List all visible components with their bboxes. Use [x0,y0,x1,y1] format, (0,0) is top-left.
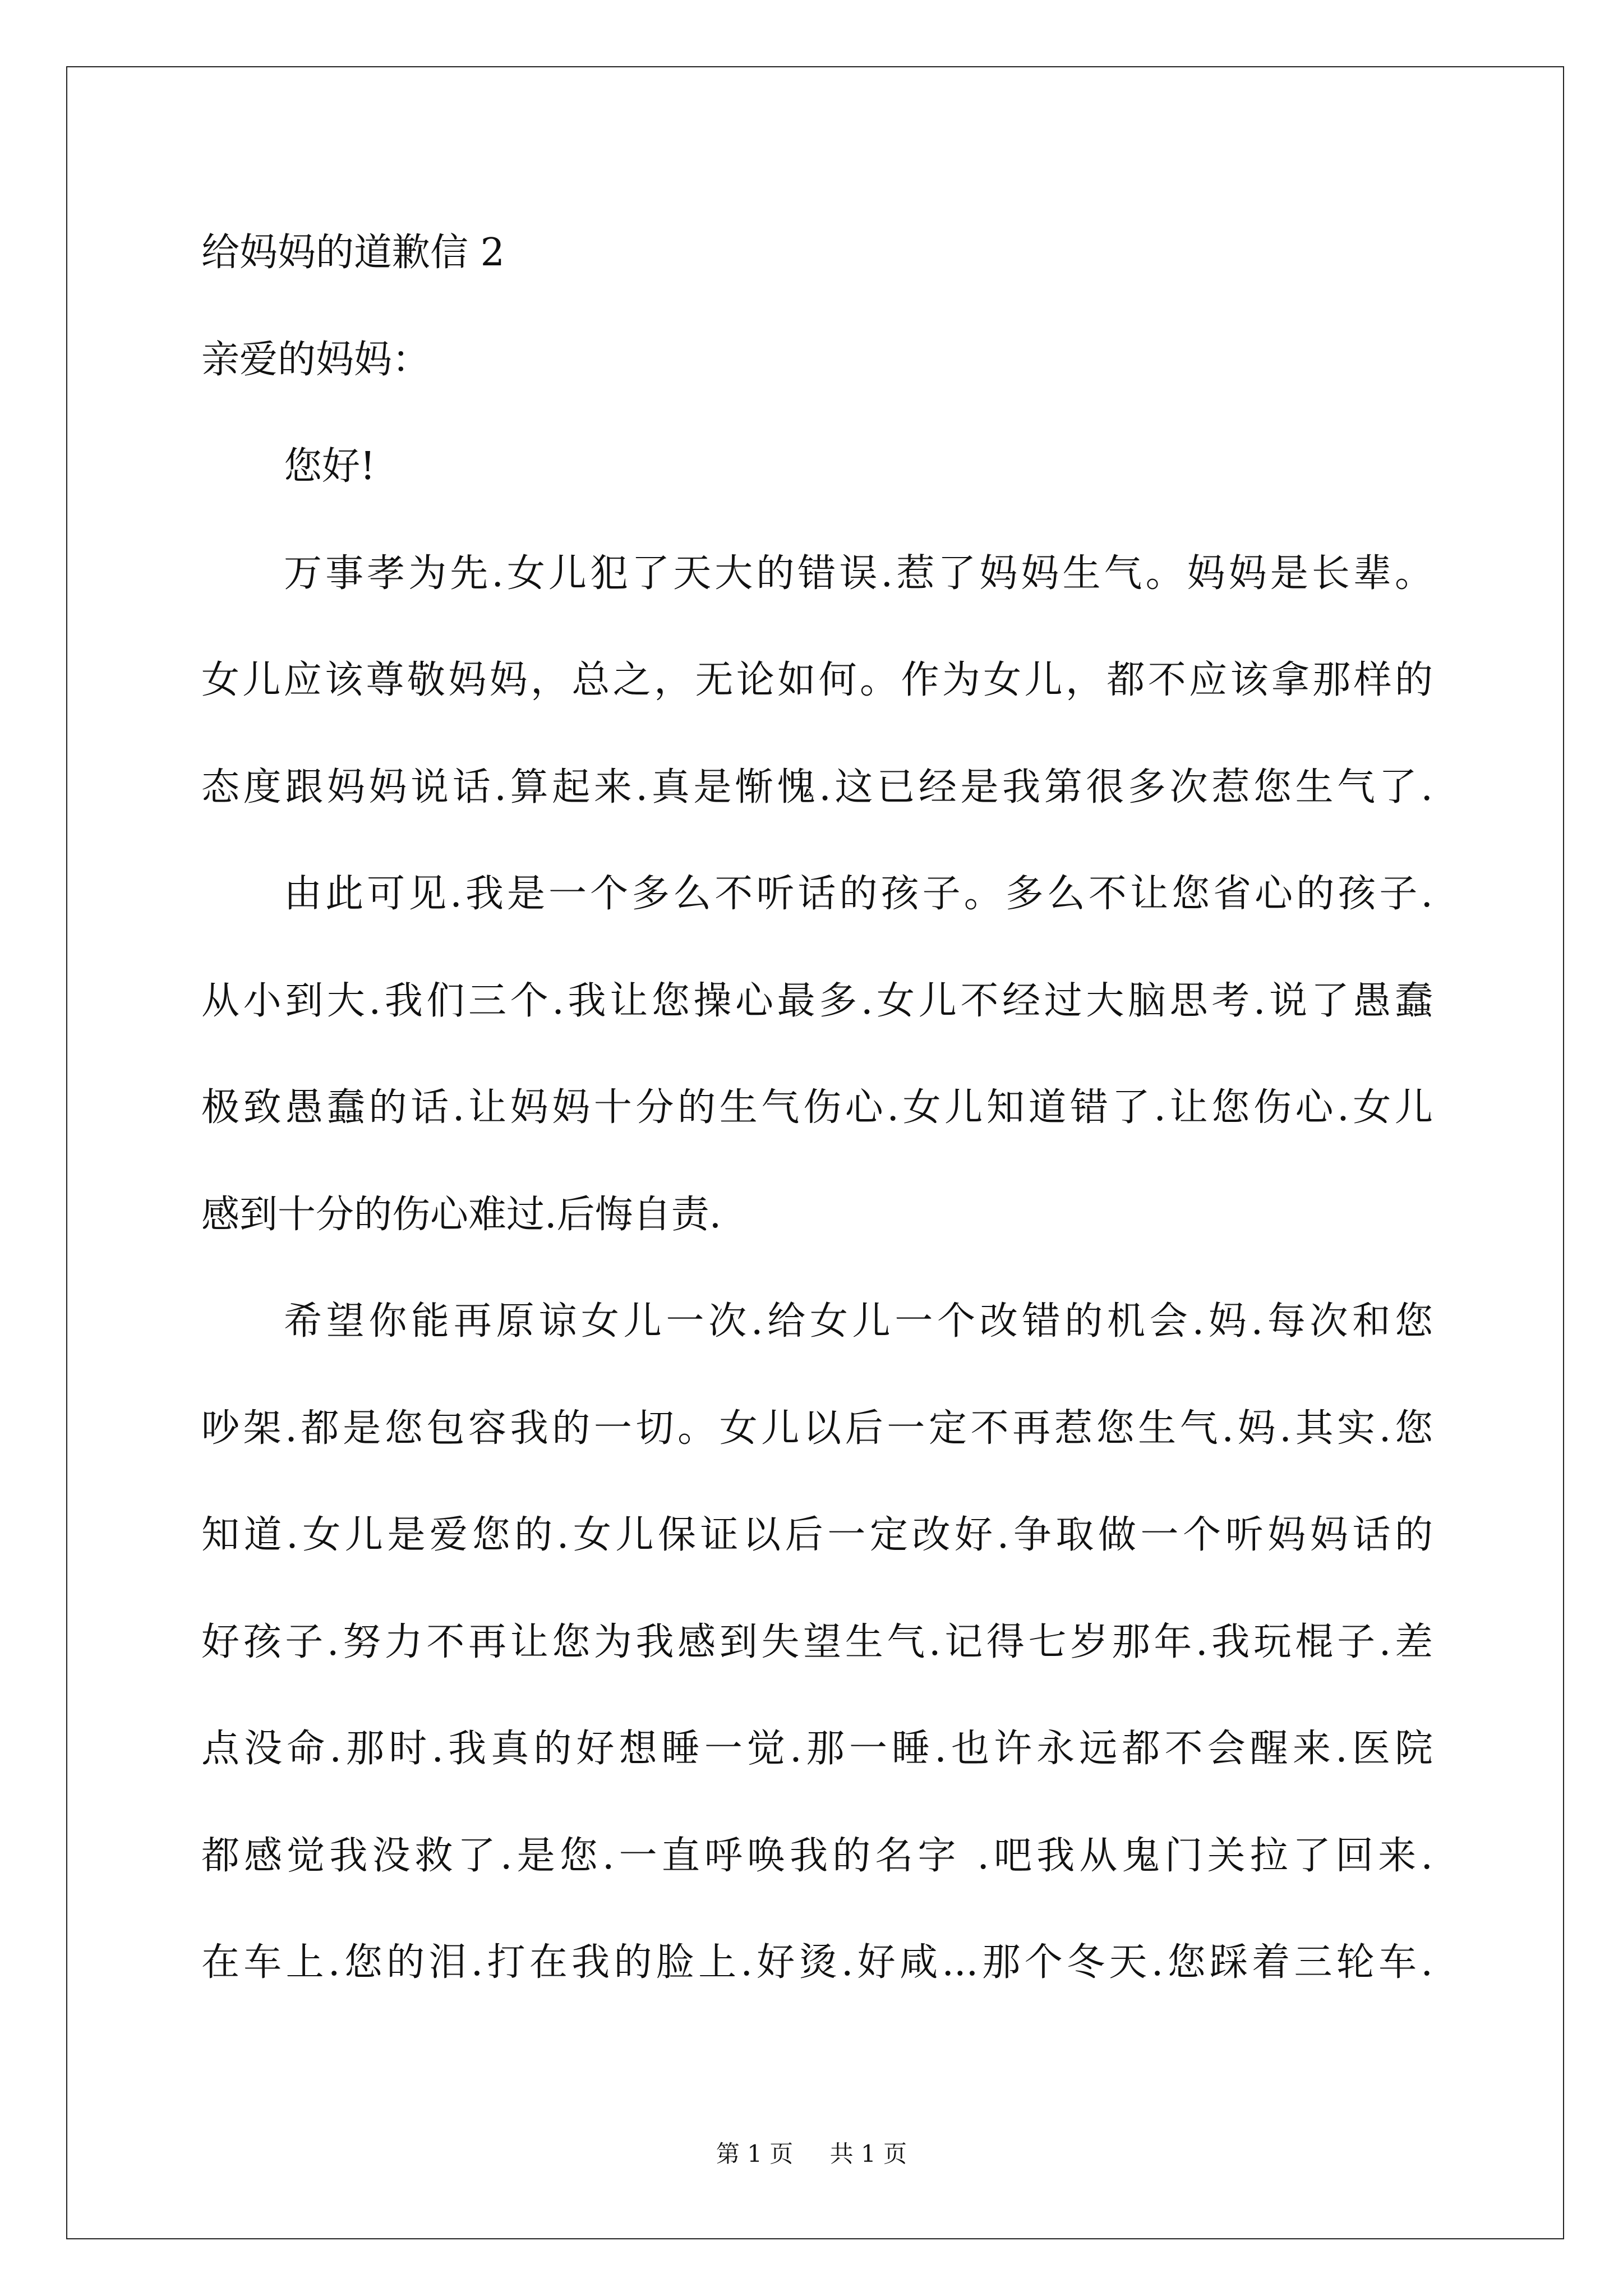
text-line: 从小到大.我们三个.我让您操心最多.女儿不经过大脑思考.说了愚蠢 [201,978,1433,1023]
paragraph-3 [201,1268,1433,2017]
document-title: 给妈妈的道歉信 2 [201,231,505,275]
text-line: 女儿应该尊敬妈妈，总之，无论如何。作为女儿，都不应该拿那样的 [201,658,1433,702]
text-line: 希望你能再原谅女儿一次.给女儿一个改错的机会.妈.每次和您 [284,1299,1433,1343]
text-line: 点没命.那时.我真的好想睡一觉.那一睡.也许永远都不会醒来.医院 [201,1727,1433,1771]
text-line: 好孩子.努力不再让您为我感到失望生气.记得七岁那年.我玩棍子.差 [201,1619,1433,1664]
greeting: 您好! [284,444,376,489]
text-line: 态度跟妈妈说话.算起来.真是惭愧.这已经是我第很多次惹您生气了. [201,765,1433,809]
paragraph-2 [201,841,1433,1268]
page-number: 第 1 页 [716,2140,794,2168]
salutation: 亲爱的妈妈： [201,337,431,382]
text-line: 在车上.您的泪.打在我的脸上.好烫.好咸...那个冬天.您踩着三轮车. [201,1940,1433,1985]
letter-body [201,200,1433,2017]
paragraph-1 [201,521,1433,841]
page-footer [0,2141,1623,2168]
text-line: 由此可见.我是一个多么不听话的孩子。多么不让您省心的孩子. [284,872,1433,916]
text-line: 吵架.都是您包容我的一切。女儿以后一定不再惹您生气.妈.其实.您 [201,1406,1433,1451]
text-line: 极致愚蠢的话.让妈妈十分的生气伤心.女儿知道错了.让您伤心.女儿 [201,1085,1433,1130]
page-total: 共 1 页 [829,2140,907,2168]
text-line: 感到十分的伤心难过.后悔自责. [201,1192,722,1237]
text-line: 知道.女儿是爱您的.女儿保证以后一定改好.争取做一个听妈妈话的 [201,1513,1433,1557]
text-line: 万事孝为先.女儿犯了天大的错误.惹了妈妈生气。妈妈是长辈。 [284,551,1433,596]
text-line: 都感觉我没救了.是您.一直呼唤我的名字 .吧我从鬼门关拉了回来. [201,1833,1433,1878]
